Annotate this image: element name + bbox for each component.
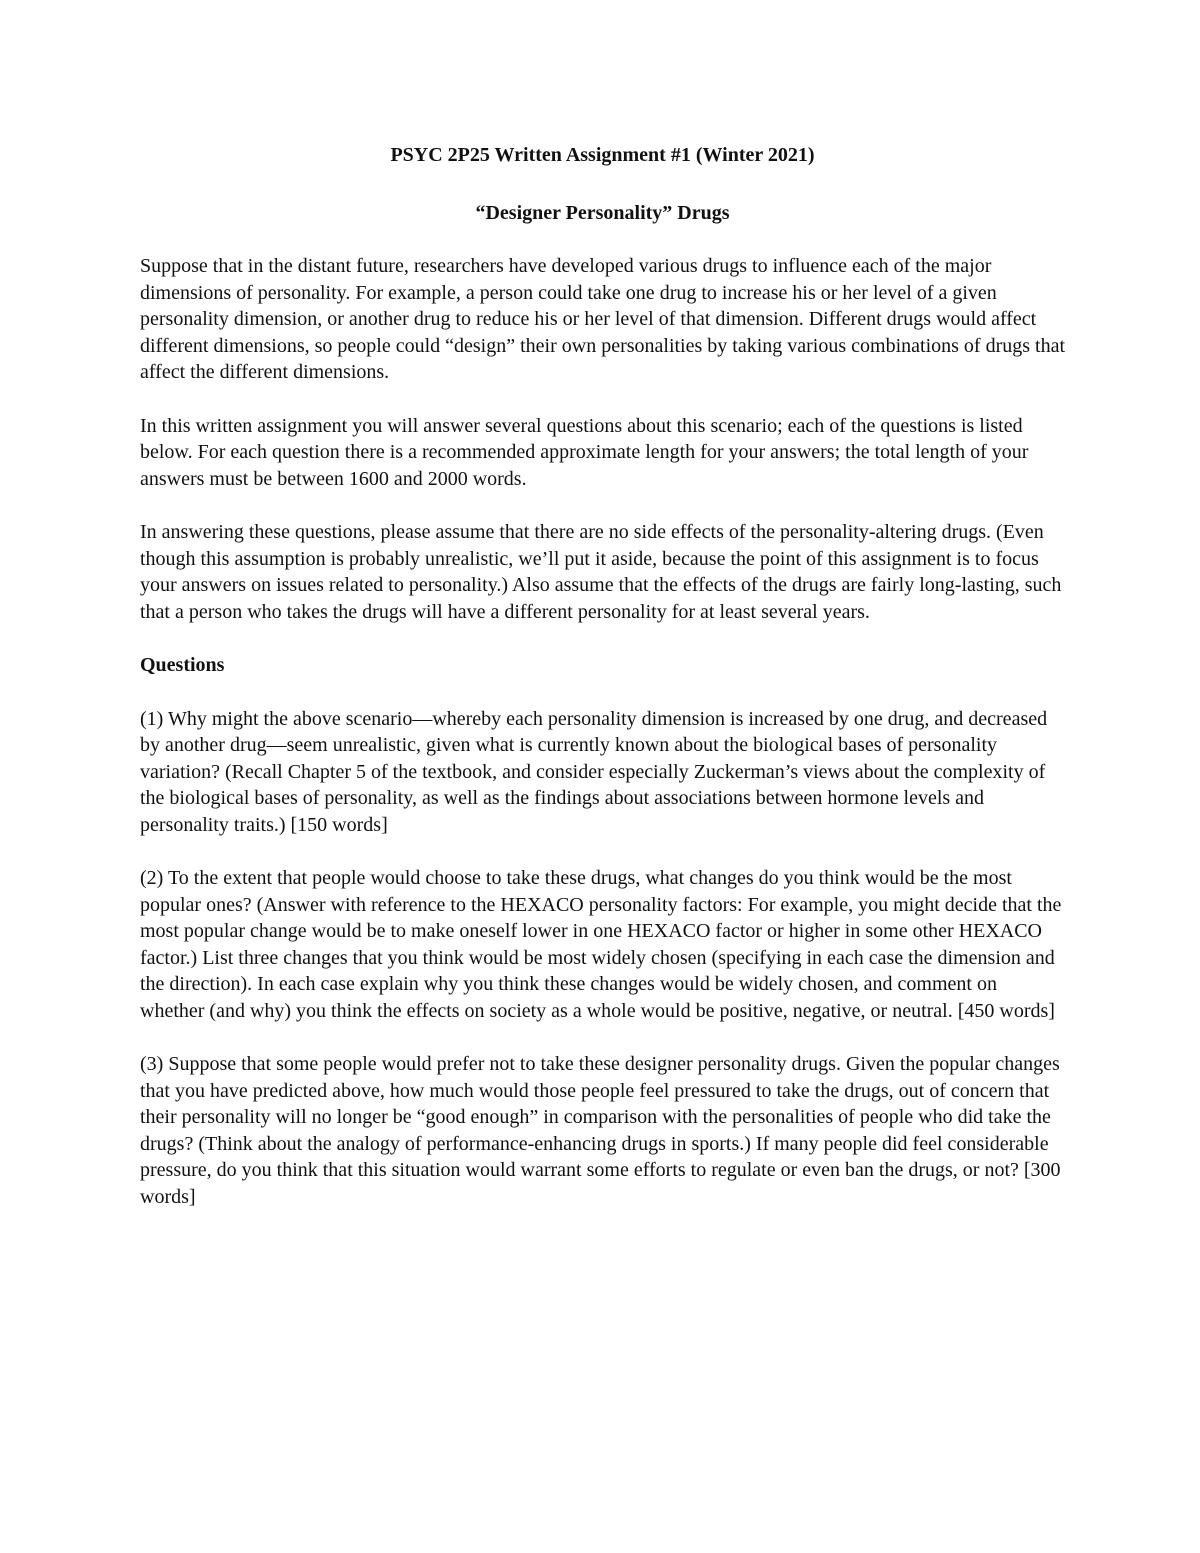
question-2: (2) To the extent that people would choose to take these drugs, what changes do you think would be the most popular ones? (Answer with reference to the HEXACO personality factors: For example, you might decide that the most popular change would be to make oneself lower in one HEXACO factor or higher in some other HEXACO factor.) List three changes that you think would be most widely chosen (specifying in each case the dimension and the direction). In each case explain why you think these changes would be widely chosen, and comment on whether (and why) you think the effects on society as a whole would be positive, negative, or neutral. [450 words]	[140, 867, 1062, 1022]
question-3: (3) Suppose that some people would prefer not to take these designer personality drugs. Given the popular changes that you have predicted above, how much would those people feel pressured to take the drugs, out of concern that their personality will no longer be “good enough” in comparison with the personalities of people who did take the drugs? (Think about the analogy of performance-enhancing drugs in sports.) If many people did feel considerable pressure, do you think that this situation would warrant some efforts to regulate or even ban the drugs, or not? [300 words]	[140, 1053, 1061, 1208]
questions-heading: Questions	[140, 654, 225, 676]
question-1: (1) Why might the above scenario—whereby each personality dimension is increased by one drug, and decreased by another drug—seem unrealistic, given what is currently known about the biological bases of personality variation? (Recall Chapter 5 of the textbook, and consider especially Zuckerman’s views about the complexity of the biological bases of personality, as well as the findings about associations between hormone levels and personality traits.) [150 words]	[140, 707, 1048, 836]
intro-paragraph-scenario: Suppose that in the distant future, researchers have developed various drugs to influence each of the major dimensions of personality. For example, a person could take one drug to increase his or her level of a given personality dimension, or another drug to reduce his or her level of that dimension. Different drugs would affect different dimensions, so people could “design” their own personalities by taking various combinations of drugs that affect the different dimensions.	[140, 255, 1065, 383]
document-title: PSYC 2P25 Written Assignment #1 (Winter 2021)	[390, 144, 815, 166]
intro-paragraph-assumptions: In answering these questions, please assume that there are no side effects of the personality-altering drugs. (Even though this assumption is probably unrealistic, we’ll put it aside, because the point of this assignment is to focus your answers on issues related to personality.) Also assume that the effects of the drugs are fairly long-lasting, such that a person who takes the drugs will have a different personality for at least several years.	[140, 521, 1062, 623]
document-subtitle: “Designer Personality” Drugs	[475, 201, 730, 224]
document-body	[140, 142, 1065, 1210]
intro-paragraph-instructions: In this written assignment you will answer several questions about this scenario; each of the questions is listed below. For each question there is a recommended approximate length for your answers; the total length of your answers must be between 1600 and 2000 words.	[140, 414, 1029, 490]
